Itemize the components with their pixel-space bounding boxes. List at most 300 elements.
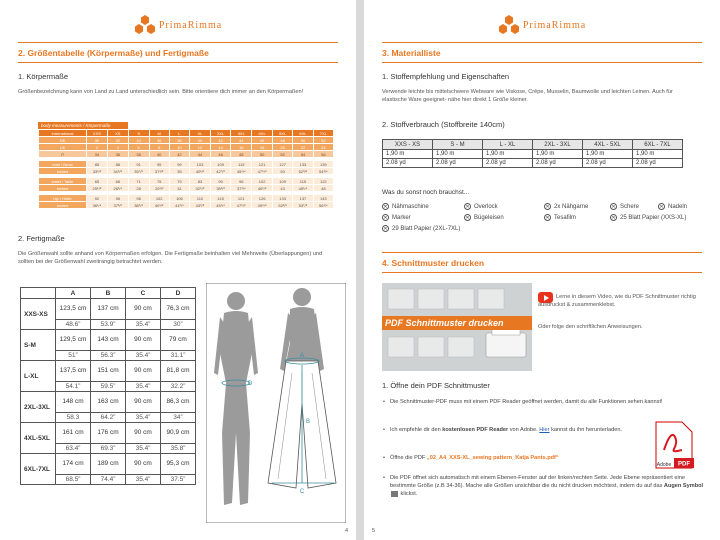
size-cell: 36 (107, 151, 128, 158)
supply-item (382, 225, 460, 232)
size-cell: 34 (128, 137, 149, 144)
finished-cm-cell: 189 cm (91, 454, 126, 475)
usage-meter-cell: 1,90 m (483, 150, 533, 159)
measure-cm-cell: 110 (190, 195, 211, 202)
usage-header: S - M (433, 140, 483, 150)
measure-label: bust / Brust (39, 161, 87, 168)
hexagon-logo-icon (498, 14, 520, 36)
finished-inch-cell: 59.5” (91, 382, 126, 392)
finished-cm-cell: 148 cm (56, 392, 91, 413)
measure-row-cm (39, 161, 334, 168)
usage-meter-cell: 1,90 m (533, 150, 583, 159)
size-cell: 38 (169, 137, 189, 144)
finished-inch-cell: 32.2” (161, 382, 196, 392)
size-cell: 14 (210, 144, 230, 151)
size-cell: 42 (169, 151, 189, 158)
finished-cm-cell: 90 cm (126, 330, 161, 351)
download-link[interactable]: Hier (539, 427, 550, 433)
finished-inch-cell: 35.4” (126, 475, 161, 485)
usage-meter-cell: 1,90 m (383, 150, 433, 159)
measure-inch-cell: 49⁵/⁸ (252, 202, 273, 209)
size-cell: 4 (107, 144, 128, 151)
finished-inch-cell: 35.8” (161, 444, 196, 454)
finished-size: 4XL-5XL (21, 423, 56, 454)
finished-inch-cell: 35.4” (126, 351, 161, 361)
finished-cm-cell: 90 cm (126, 423, 161, 444)
size-cell: XL (190, 130, 211, 137)
measure-inch-cell: 45¹/⁴ (210, 202, 230, 209)
finished-inch-cell: 34” (161, 413, 196, 423)
finished-inch-cell: 68.5” (56, 475, 91, 485)
supply-label: Overlock (474, 204, 498, 211)
size-cell: 40 (190, 137, 211, 144)
usage-yard-cell: 2.08 yd (483, 159, 533, 168)
measure-inch-cell: 39 (169, 168, 189, 175)
size-cell: 48 (231, 151, 252, 158)
bullet-pdf-reader: • Die Schnittmuster-PDF muss mit einem PDF Reader geöffnet werden, damit du alle Funktionen sehen kannst! (390, 398, 708, 406)
finished-inch-cell: 64.2” (91, 413, 126, 423)
header-rule (18, 42, 338, 43)
size-cell: 2 (87, 144, 108, 151)
measure-inch-cell: 29¹/² (149, 185, 169, 192)
size-cell: IT (39, 151, 87, 158)
measure-inch-cell: 52³/⁸ (273, 202, 293, 209)
measure-inch-cell: 37³/⁸ (149, 168, 169, 175)
measure-cm-cell: 133 (293, 161, 313, 168)
size-row (39, 151, 334, 158)
video-banner: PDF Schnittmuster drucken (382, 316, 532, 330)
measure-row-cm (39, 195, 334, 202)
finished-header: D (161, 288, 196, 299)
finished-cm-cell: 90 cm (126, 454, 161, 475)
body-heading: 1. Körpermaße (18, 72, 69, 81)
eye-icon (391, 491, 398, 497)
measure-inch-cell: 35⁷/⁸ (128, 168, 149, 175)
finished-inch-cell: 53.9” (91, 320, 126, 330)
usage-meter-cell: 1,90 m (583, 150, 633, 159)
supply-label: Bügeleisen (474, 215, 504, 222)
finished-size: 6XL-7XL (21, 454, 56, 485)
open-pdf-heading: 1. Öffne dein PDF Schnittmuster (382, 381, 490, 390)
page-4 (0, 0, 356, 540)
measure-cm-cell: 139 (313, 161, 333, 168)
table-row (21, 361, 196, 382)
measure-inch-cell: 42⁷/⁸ (210, 168, 230, 175)
measure-inch-cell: 56¹/⁴ (313, 202, 333, 209)
measure-row-inch (39, 202, 334, 209)
usage-header: XXS - XS (383, 140, 433, 150)
size-cell: 16 (231, 144, 252, 151)
size-cell: 2XL (210, 130, 230, 137)
supply-label: Marker (392, 215, 411, 222)
table-row (21, 330, 196, 351)
size-cell: 12 (190, 144, 211, 151)
measure-cm-cell: 90 (210, 178, 230, 185)
checkbox-icon: ✕ (383, 226, 388, 232)
table-row (21, 454, 196, 475)
size-cell: L (169, 130, 189, 137)
finished-cm-cell: 129,5 cm (56, 330, 91, 351)
usage-yard-cell: 2.08 yd (383, 159, 433, 168)
finished-heading: 2. Fertigmaße (18, 234, 65, 243)
measure-inch-cell: 28 (128, 185, 149, 192)
size-cell: 50 (293, 137, 313, 144)
measure-cm-cell: 121 (252, 161, 273, 168)
size-cell: M (149, 130, 169, 137)
finished-cm-cell: 123,5 cm (56, 299, 91, 320)
measure-cm-cell: 115 (231, 161, 252, 168)
finished-inch-cell: 56.3” (91, 351, 126, 361)
measure-cm-cell: 137 (293, 195, 313, 202)
measure-cm-cell: 75 (149, 178, 169, 185)
measure-unit: inches (39, 168, 87, 175)
video-alternative-text: Oder folge den schriftlichen Anweisungen. (538, 324, 643, 330)
measure-inch-cell: 34⁵/⁸ (107, 168, 128, 175)
print-rule-top (382, 252, 702, 253)
size-cell: 42 (210, 137, 230, 144)
measure-cm-cell: 122 (313, 178, 333, 185)
measure-inch-cell: 40¹/² (190, 168, 211, 175)
measure-inch-cell: 48 (313, 185, 333, 192)
measure-cm-cell: 95 (149, 161, 169, 168)
size-cell: 44 (190, 151, 211, 158)
measure-cm-cell: 88 (107, 161, 128, 168)
finished-measure-table (20, 287, 196, 485)
finished-cm-cell: 90 cm (126, 392, 161, 413)
finished-cm-cell: 95,3 cm (161, 454, 196, 475)
measure-cm-cell: 121 (231, 195, 252, 202)
size-cell: XXS (87, 130, 108, 137)
measure-unit: inches (39, 202, 87, 209)
figure-label-a: A (299, 353, 305, 359)
usage-meter-cell: 1,90 m (633, 150, 683, 159)
finished-inch-cell: 69.3” (91, 444, 126, 454)
checkbox-icon: ✕ (611, 204, 616, 210)
measure-inch-cell: 43³/⁸ (190, 202, 211, 209)
checkbox-icon: ✕ (383, 215, 388, 221)
measure-cm-cell: 98 (128, 195, 149, 202)
section-rule (382, 62, 702, 63)
measure-cm-cell: 96 (231, 178, 252, 185)
size-cell: UK (39, 144, 87, 151)
usage-header: 6XL - 7XL (633, 140, 683, 150)
bullet-layers: • Die PDF öffnet sich automatisch mit einem Ebenen-Fenster auf der linken/rechten Seite. Jede Ebene repräsentiert eine bestimmte Größe (z.B 34-36). Mache alle Größen unsichtbar die du nicht drucken möchtest, indem du auf das Augen Symbol klickst. (390, 474, 708, 498)
finished-header (21, 288, 56, 299)
supply-label: Schere (620, 204, 640, 211)
size-cell: 6XL (293, 130, 313, 137)
size-cell: 40 (149, 151, 169, 158)
adobe-pdf-icon (652, 420, 696, 470)
finished-inch-cell: 74.4” (91, 475, 126, 485)
size-row (39, 144, 334, 151)
usage-yard-cell: 2.08 yd (583, 159, 633, 168)
measure-inch-cell: 26³/⁴ (107, 185, 128, 192)
measure-inch-cell: 35³/⁸ (210, 185, 230, 192)
brand-name: PrimaRimma (158, 19, 223, 31)
finished-cm-cell: 81,8 cm (161, 361, 196, 382)
measure-inch-cell: 45¹/⁴ (231, 168, 252, 175)
video-text: Lerne in diesem Video, wie du PDF Schnittmuster richtig ausdruckst & zusammenklebst. (538, 294, 696, 309)
measure-inch-cell: 54³/⁴ (313, 168, 333, 175)
measure-cm-cell: 99 (169, 161, 189, 168)
table-row (21, 299, 196, 320)
print-rule-bottom (382, 272, 702, 273)
measure-inch-cell: 37³/⁸ (107, 202, 128, 209)
size-cell: 46 (210, 151, 230, 158)
finished-inch-cell: 30” (161, 320, 196, 330)
size-cell: 48 (273, 137, 293, 144)
checkbox-icon: ✕ (383, 204, 388, 210)
fabric-text: Verwende leichte bis mittelschwere Webware wie Viskose, Crêpe, Musselin, Baumwolle und leichten Leinen. Auch für elastische Ware geeignet- nähe hier direkt 1 Größe kleiner. (382, 89, 673, 104)
size-cell: 24 (313, 144, 333, 151)
size-cell: S (128, 130, 149, 137)
brand-logo-right (364, 14, 720, 36)
size-cell: XS (107, 130, 128, 137)
finished-cm-cell: 86,3 cm (161, 392, 196, 413)
pants-figure (206, 283, 346, 523)
supply-item (610, 203, 639, 210)
finished-size: S-M (21, 330, 56, 361)
measure-cm-cell: 83 (190, 178, 211, 185)
checkbox-icon: ✕ (611, 215, 616, 221)
page-5 (364, 0, 720, 540)
measure-cm-cell: 85 (87, 161, 108, 168)
measure-cm-cell: 71 (128, 178, 149, 185)
supply-item (544, 203, 588, 210)
supply-item (382, 203, 429, 210)
measure-cm-cell: 102 (149, 195, 169, 202)
usage-yard-cell: 2.08 yd (433, 159, 483, 168)
supply-item (544, 214, 576, 221)
size-cell: 34 (87, 151, 108, 158)
measure-cm-cell: 103 (190, 161, 211, 168)
size-cell: 36 (149, 137, 169, 144)
size-cell: international (39, 130, 87, 137)
supply-label: 25 Blatt Papier (XXS-XL) (620, 215, 687, 222)
figure-label-c: C (299, 489, 305, 495)
measure-cm-cell: 143 (313, 195, 333, 202)
measure-cm-cell: 95 (107, 195, 128, 202)
measure-cm-cell: 91 (128, 161, 149, 168)
measure-inch-cell: 40¹/⁸ (252, 185, 273, 192)
size-cell: 8 (149, 144, 169, 151)
finished-size: L-XL (21, 361, 56, 392)
finished-intro: Die Größenwahl sollte anhand von Körpermaßen erfolgen. Die Fertigmaße beinhalten viel Mehrweite (Überlappungen) und sollten bei der Größenwahl zweitrangig betrachtet werden. (18, 251, 323, 266)
supply-label: 29 Blatt Papier (2XL-7XL) (392, 226, 461, 233)
measure-row-cm (39, 178, 334, 185)
table-row (21, 392, 196, 413)
finished-cm-cell: 90 cm (126, 299, 161, 320)
measure-cm-cell: 92 (87, 195, 108, 202)
size-cell: 52 (313, 137, 333, 144)
usage-header: 4XL - 5XL (583, 140, 633, 150)
size-cell: 46 (252, 137, 273, 144)
measure-cm-cell: 68 (107, 178, 128, 185)
checkbox-icon: ✕ (545, 215, 550, 221)
finished-inch-cell: 35.4” (126, 382, 161, 392)
usage-yard-cell: 2.08 yd (533, 159, 583, 168)
finished-cm-cell: 137 cm (91, 299, 126, 320)
brand-logo (0, 14, 356, 36)
hexagon-logo-icon (134, 14, 156, 36)
measure-cm-cell: 115 (210, 195, 230, 202)
finished-cm-cell: 163 cm (91, 392, 126, 413)
page-number-right: 5 (372, 528, 376, 534)
finished-inch-cell: 31.1” (161, 351, 196, 361)
measure-inch-cell: 40¹/⁸ (149, 202, 169, 209)
measure-inch-cell: 41³/⁴ (169, 202, 189, 209)
size-cell: 18 (252, 144, 273, 151)
supply-label: Tesafilm (554, 215, 577, 222)
measure-inch-cell: 25⁵/⁸ (87, 185, 108, 192)
size-cell: 20 (273, 144, 293, 151)
supply-label: 2x Nähgarne (554, 204, 589, 211)
size-cell: 50 (252, 151, 273, 158)
finished-inch-cell: 35.4” (126, 444, 161, 454)
size-cell: 30 (87, 137, 108, 144)
size-cell: 10 (169, 144, 189, 151)
measure-cm-cell: 79 (169, 178, 189, 185)
brand-name-right: PrimaRimma (522, 19, 587, 31)
finished-cm-cell: 90 cm (126, 361, 161, 382)
measure-inch-cell: 38⁵/⁸ (128, 202, 149, 209)
measure-cm-cell: 127 (273, 161, 293, 168)
table-row (21, 423, 196, 444)
finished-inch-cell: 37.5” (161, 475, 196, 485)
usage-heading: 2. Stoffverbrauch (Stoffbreite 140cm) (382, 120, 505, 129)
supply-item (658, 203, 687, 210)
finished-inch-cell: 54.1” (56, 382, 91, 392)
finished-header: C (126, 288, 161, 299)
measure-inch-cell: 36¹/⁴ (87, 202, 108, 209)
finished-header: A (56, 288, 91, 299)
figure-label-d: D (247, 381, 253, 387)
finished-cm-cell: 176 cm (91, 423, 126, 444)
finished-size: XXS-XS (21, 299, 56, 330)
checkbox-icon: ✕ (465, 204, 470, 210)
finished-header: B (91, 288, 126, 299)
size-cell: 38 (128, 151, 149, 158)
checkbox-icon: ✕ (465, 215, 470, 221)
fabric-usage-table (382, 139, 683, 168)
finished-cm-cell: 161 cm (56, 423, 91, 444)
bullet-open-file: • Öffne die PDF „02_A4_XXS-XL_sewing pattern_Katja Pants.pdf“ (390, 454, 644, 462)
need-heading: Was du sonst noch brauchst... (382, 189, 470, 196)
size-cell: 54 (293, 151, 313, 158)
figure-label-b: B (305, 419, 311, 425)
usage-header: 2XL - 3XL (533, 140, 583, 150)
measure-cm-cell: 106 (169, 195, 189, 202)
measure-cm-cell: 126 (252, 195, 273, 202)
bullet-adobe: • Ich empfehle dir den kostenlosen PDF Reader von Adobe. Hier kannst du ihn herunterladen. (390, 426, 644, 434)
finished-cm-cell: 137,5 cm (56, 361, 91, 382)
measure-inch-cell: 50 (273, 168, 293, 175)
finished-cm-cell: 90,9 cm (161, 423, 196, 444)
supply-label: Nadeln (668, 204, 688, 211)
finished-inch-cell: 63.4” (56, 444, 91, 454)
page-number: 4 (344, 528, 348, 534)
finished-cm-cell: 174 cm (56, 454, 91, 475)
measure-inch-cell: 52³/⁸ (293, 168, 313, 175)
section-title: 2. Größentabelle (Körpermaße) und Fertigmaße (18, 48, 209, 58)
measure-row-inch (39, 185, 334, 192)
measure-cm-cell: 65 (87, 178, 108, 185)
finished-cm-cell: 151 cm (91, 361, 126, 382)
video-thumbnail[interactable] (382, 283, 532, 371)
supply-item (610, 214, 686, 221)
body-intro: Größenbezeichnung kann von Land zu Land unterschiedlich sein. Bitte orientiere dich immer an den Körpermaßen! (18, 89, 304, 95)
measure-inch-cell: 45¹/⁴ (293, 185, 313, 192)
usage-yard-cell: 2.08 yd (633, 159, 683, 168)
measure-cm-cell: 102 (252, 178, 273, 185)
checkbox-icon: ✕ (545, 204, 550, 210)
measure-cm-cell: 109 (273, 178, 293, 185)
size-row (39, 130, 334, 137)
print-section-title: 4. Schnittmuster drucken (382, 258, 485, 268)
size-cell: 7XL (313, 130, 333, 137)
size-cell: DE (39, 137, 87, 144)
measure-inch-cell: 43 (273, 185, 293, 192)
supply-item (382, 214, 411, 221)
measure-cm-cell: 109 (210, 161, 230, 168)
size-cell: 32 (107, 137, 128, 144)
finished-cm-cell: 76,3 cm (161, 299, 196, 320)
size-cell: 6 (128, 144, 149, 151)
measure-inch-cell: 31 (169, 185, 189, 192)
supply-item (464, 214, 504, 221)
measure-inch-cell: 33¹/² (87, 168, 108, 175)
supply-item (464, 203, 498, 210)
size-row (39, 137, 334, 144)
measure-inch-cell: 47⁵/⁸ (252, 168, 273, 175)
measure-unit: inches (39, 185, 87, 192)
size-cell: 4XL (252, 130, 273, 137)
measure-label: hip / Hüfte (39, 195, 87, 202)
finished-cm-cell: 143 cm (91, 330, 126, 351)
size-cell: 52 (273, 151, 293, 158)
header-rule (382, 42, 702, 43)
finished-cm-cell: 79 cm (161, 330, 196, 351)
material-section-title: 3. Materialliste (382, 48, 441, 58)
finished-inch-cell: 48.6” (56, 320, 91, 330)
usage-meter-cell: 1,90 m (433, 150, 483, 159)
measure-cm-cell: 133 (273, 195, 293, 202)
size-cell: 3XL (231, 130, 252, 137)
measure-inch-cell: 32⁵/⁸ (190, 185, 211, 192)
measure-label: waist / Taille (39, 178, 87, 185)
size-cell: 56 (313, 151, 333, 158)
size-cell: 22 (293, 144, 313, 151)
adobe-label: Adobe (656, 462, 672, 468)
section-rule (18, 62, 338, 63)
measure-inch-cell: 47⁵/⁸ (231, 202, 252, 209)
finished-inch-cell: 51” (56, 351, 91, 361)
checkbox-icon: ✕ (659, 204, 664, 210)
fabric-heading: 1. Stoffempfehlung und Eigenschaften (382, 72, 510, 81)
size-cell: 44 (231, 137, 252, 144)
size-cell: 5XL (273, 130, 293, 137)
measure-inch-cell: 53⁷/⁸ (293, 202, 313, 209)
finished-inch-cell: 58.3 (56, 413, 91, 423)
finished-inch-cell: 35.4” (126, 320, 161, 330)
supply-label: Nähmaschine (392, 204, 429, 211)
measure-cm-cell: 115 (293, 178, 313, 185)
measure-inch-cell: 37³/⁴ (231, 185, 252, 192)
finished-inch-cell: 35.4” (126, 413, 161, 423)
finished-size: 2XL-3XL (21, 392, 56, 423)
body-table-caption: body measurements / Körpermaße (38, 122, 128, 129)
usage-header: L - XL (483, 140, 533, 150)
